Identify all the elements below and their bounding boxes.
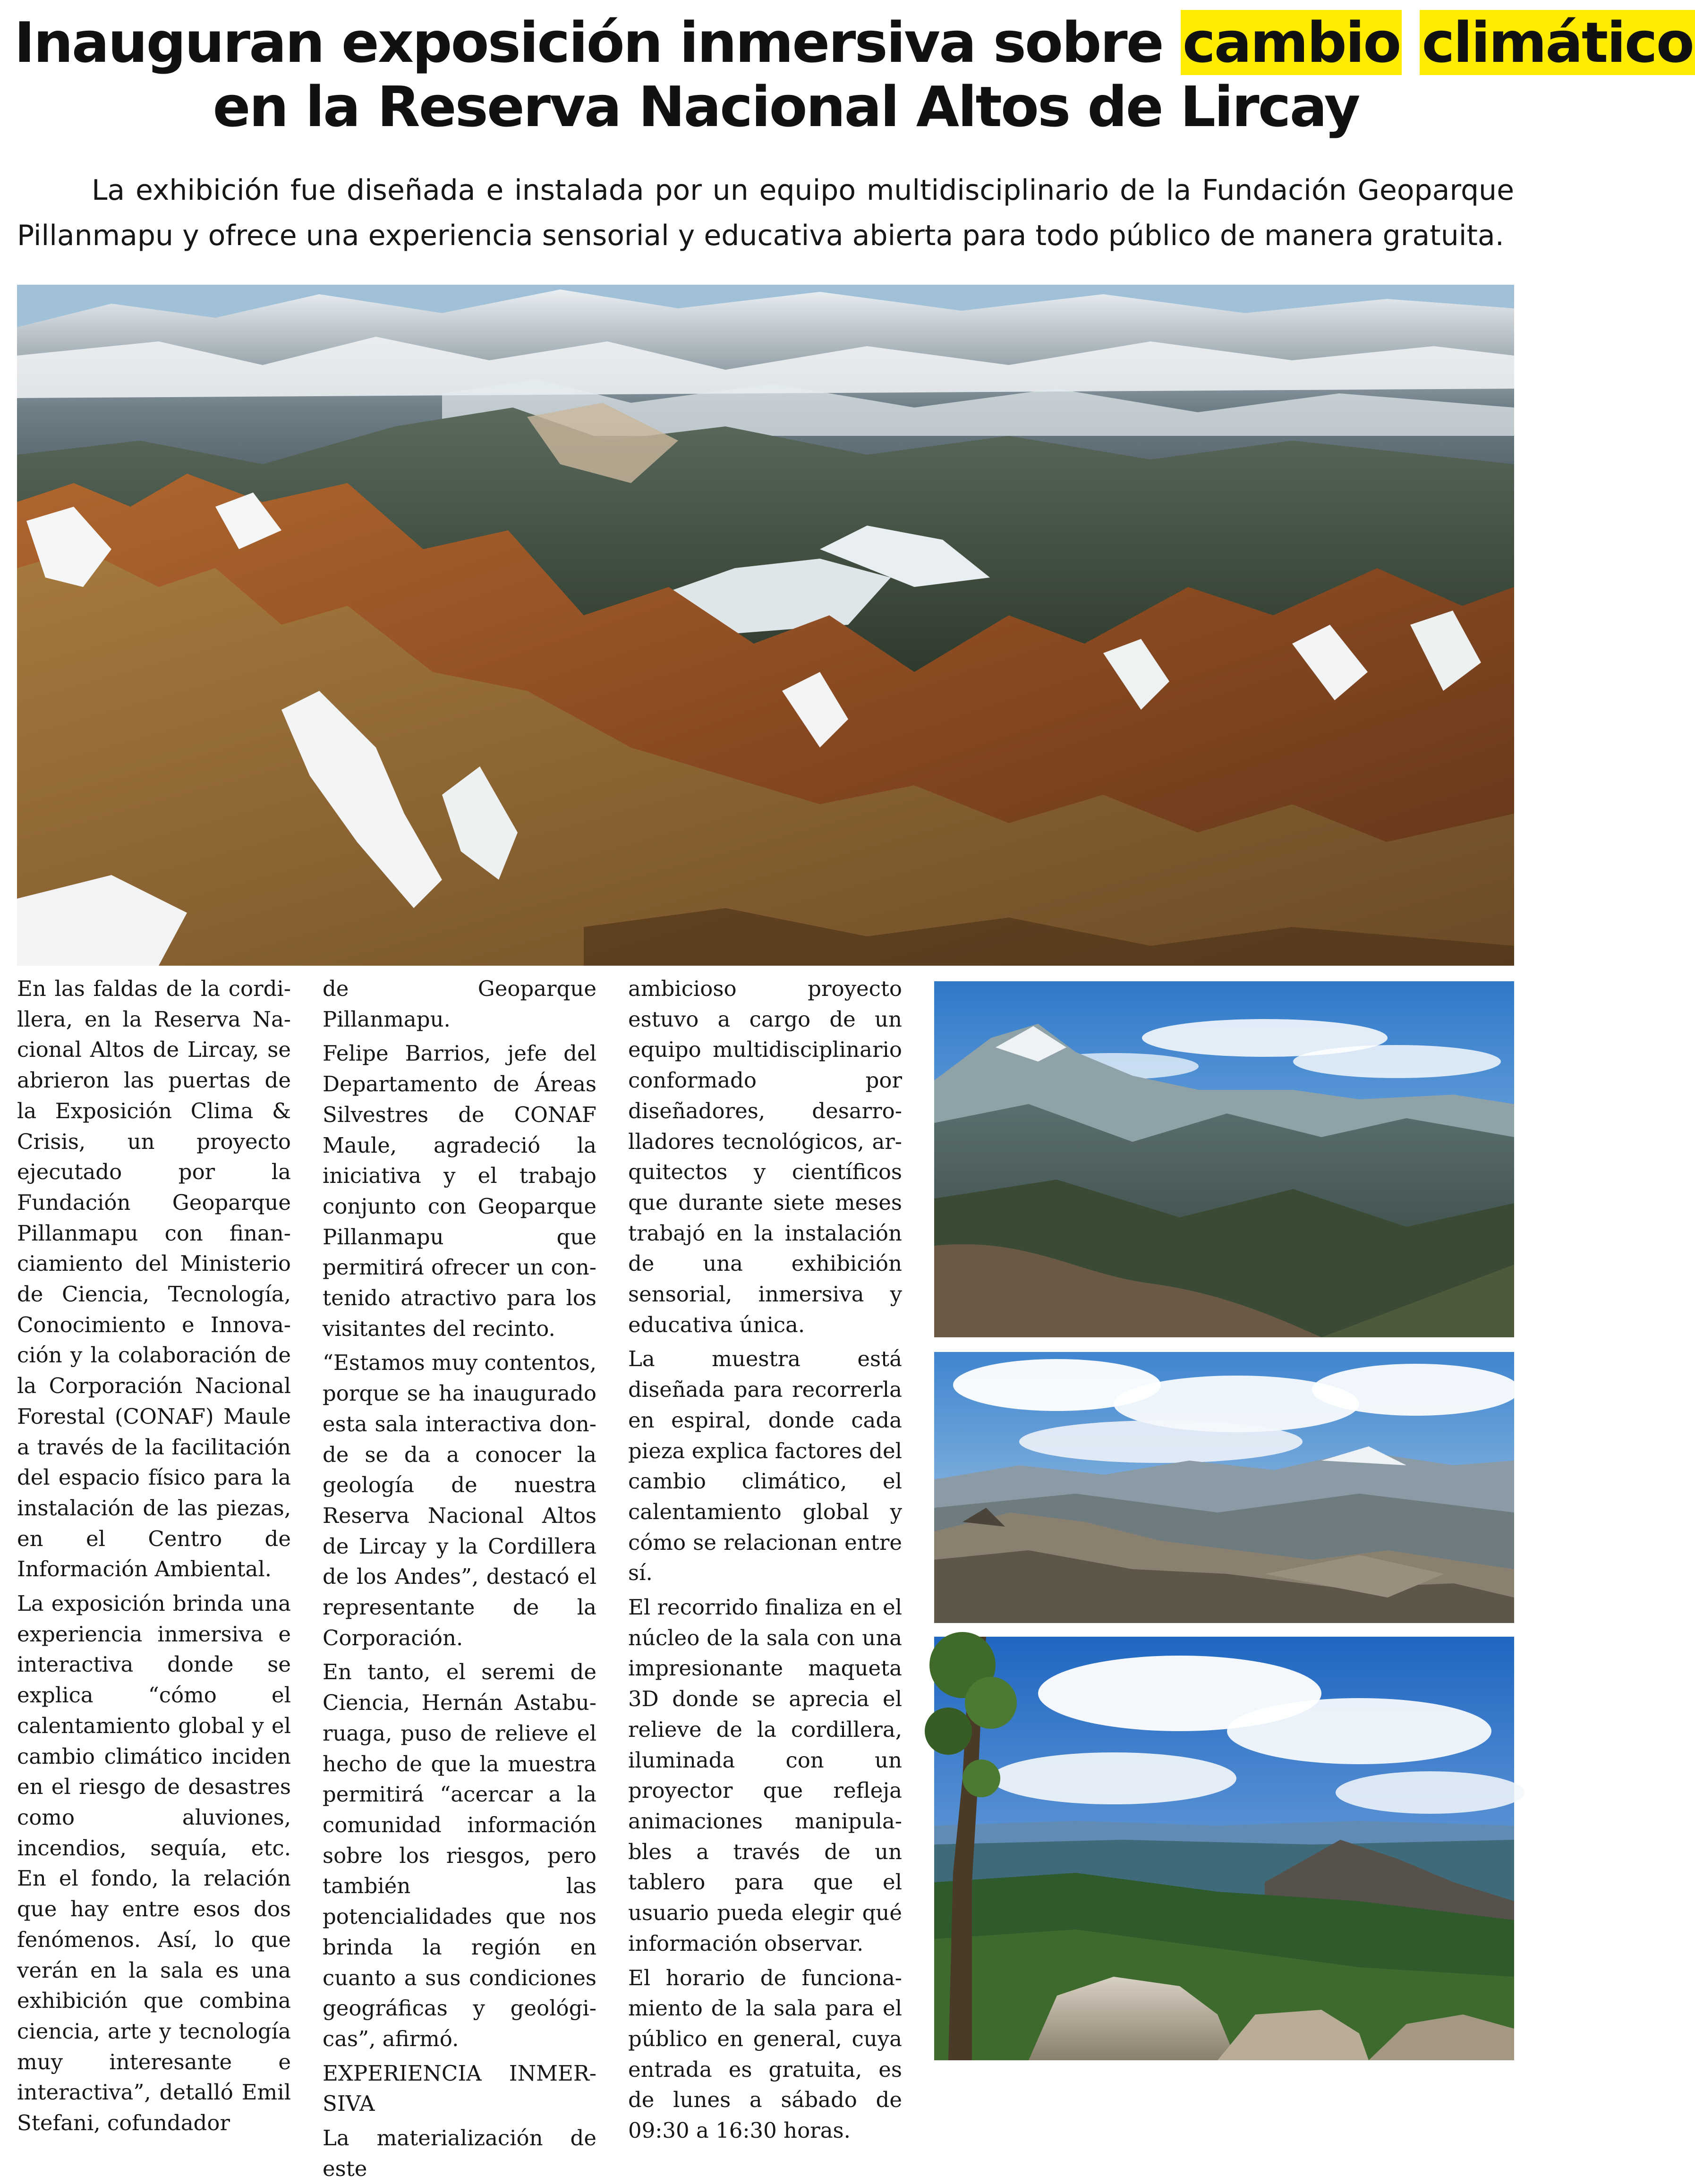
- paragraph: La materialización de este: [323, 2125, 596, 2181]
- summit-graphic: [934, 1352, 1514, 1623]
- headline-line-1: [14, 10, 1693, 75]
- headline-line-2: en la Reserva Nacional Altos de Lircay: [213, 74, 1359, 139]
- paragraph: La muestra está diseñada para recorrerla en espiral, donde cada pieza explica factores del cambio climático, el calentamiento global y cómo se relacionan entre sí.: [628, 1346, 902, 1586]
- paragraph: El recorrido finaliza en el núcleo de la sala con una impresionante maqueta 3D donde se aprecia el relieve de la cordillera, iluminada con un proyector que refleja animaciones manipulables a través de un tablero para que el usuario pueda elegir qué información observar.: [628, 1595, 902, 1956]
- forest-valley-photo: [934, 1637, 1514, 2060]
- paragraph: “Estamos muy contentos, porque se ha inaugurado esta sala interactiva donde se da a conocer la geología de nuestra Reserva Nacional Altos de Lircay y la Cordillera de los Andes”, destacó el representante de la Corporación.: [323, 1350, 596, 1650]
- paragraph: de Geoparque Pillanmapu.: [323, 976, 596, 1032]
- section-subhead: EXPERIENCIA INMERSIVA: [323, 2060, 596, 2116]
- valley-graphic: [934, 981, 1514, 1337]
- paragraph: ambicioso proyecto estuvo a cargo de un equipo multidisciplinario conformado por diseñadores, desarrolladores tecnológicos, arquitectos y científicos que durante siete meses trabajó en la instalación de una exhibición sensorial, inmersiva y educativa única.: [628, 976, 902, 1337]
- mountain-panorama-graphic: [17, 285, 1514, 966]
- headline-line-1-text: Inauguran exposición inmersiva sobre: [14, 10, 1181, 75]
- paragraph: La exposición brinda una experiencia inmersiva e interactiva donde se explica “cómo el calentamiento global y el cambio climático inciden en el riesgo de desastres como aluviones, incendios, sequía, etc. En el fondo, la relación que hay entre esos dos fenómenos. Así, lo que verán en la sala es una exhibición que combina ciencia, arte y tecnología muy interesante e interactiva”, detalló Emil Stefani, cofundador: [17, 1591, 291, 2136]
- paragraph: Felipe Barrios, jefe del Departamento de Áreas Silvestres de CONAF Maule, agradeció la iniciativa y el trabajo conjunto con Geoparque Pillanmapu que permitirá ofrecer un contenido atractivo para los visitantes del recinto.: [323, 1041, 596, 1341]
- article-column-3: [628, 974, 902, 2143]
- rocky-summit-photo: [934, 1352, 1514, 1623]
- main-mountain-photo: [17, 285, 1514, 966]
- highlighted-word-climatico: climático: [1420, 10, 1695, 75]
- forest-valley-graphic: [934, 1637, 1514, 2060]
- headline: [14, 10, 1693, 139]
- article-column-1: [17, 974, 291, 2136]
- deck-subtitle: La exhibición fue diseñada e instalada por un equipo multidisciplinario de la Fundación Geoparque Pillanmapu y ofrece una experiencia sensorial y educativa abierta para todo público de manera gratuita.: [17, 174, 1514, 252]
- article-column-2: [323, 974, 596, 2181]
- highlighted-word-cambio: cambio: [1181, 10, 1402, 75]
- paragraph: El horario de funcionamiento de la sala para el público en general, cuya entrada es gratuita, es de lunes a sábado de 09:30 a 16:30 horas.: [628, 1965, 902, 2143]
- valley-photo: [934, 981, 1514, 1337]
- paragraph: En tanto, el seremi de Ciencia, Hernán Astaburuaga, puso de relieve el hecho de que la muestra permitirá “acercar a la comunidad información sobre los riesgos, pero también las potencialidades que nos brinda la región en cuanto a sus condiciones geográficas y geológicas”, afirmó.: [323, 1659, 596, 2051]
- paragraph: En las faldas de la cordillera, en la Reserva Nacional Altos de Lircay, se abrieron las puertas de la Exposición Clima & Crisis, un proyecto ejecutado por la Fundación Geoparque Pillanmapu con financiamiento del Ministerio de Ciencia, Tecnología, Conocimiento e Innovación y la colaboración de la Corporación Nacional Forestal (CONAF) Maule a través de la facilitación del espacio físico para la instalación de las piezas, en el Centro de Información Ambiental.: [17, 976, 291, 1582]
